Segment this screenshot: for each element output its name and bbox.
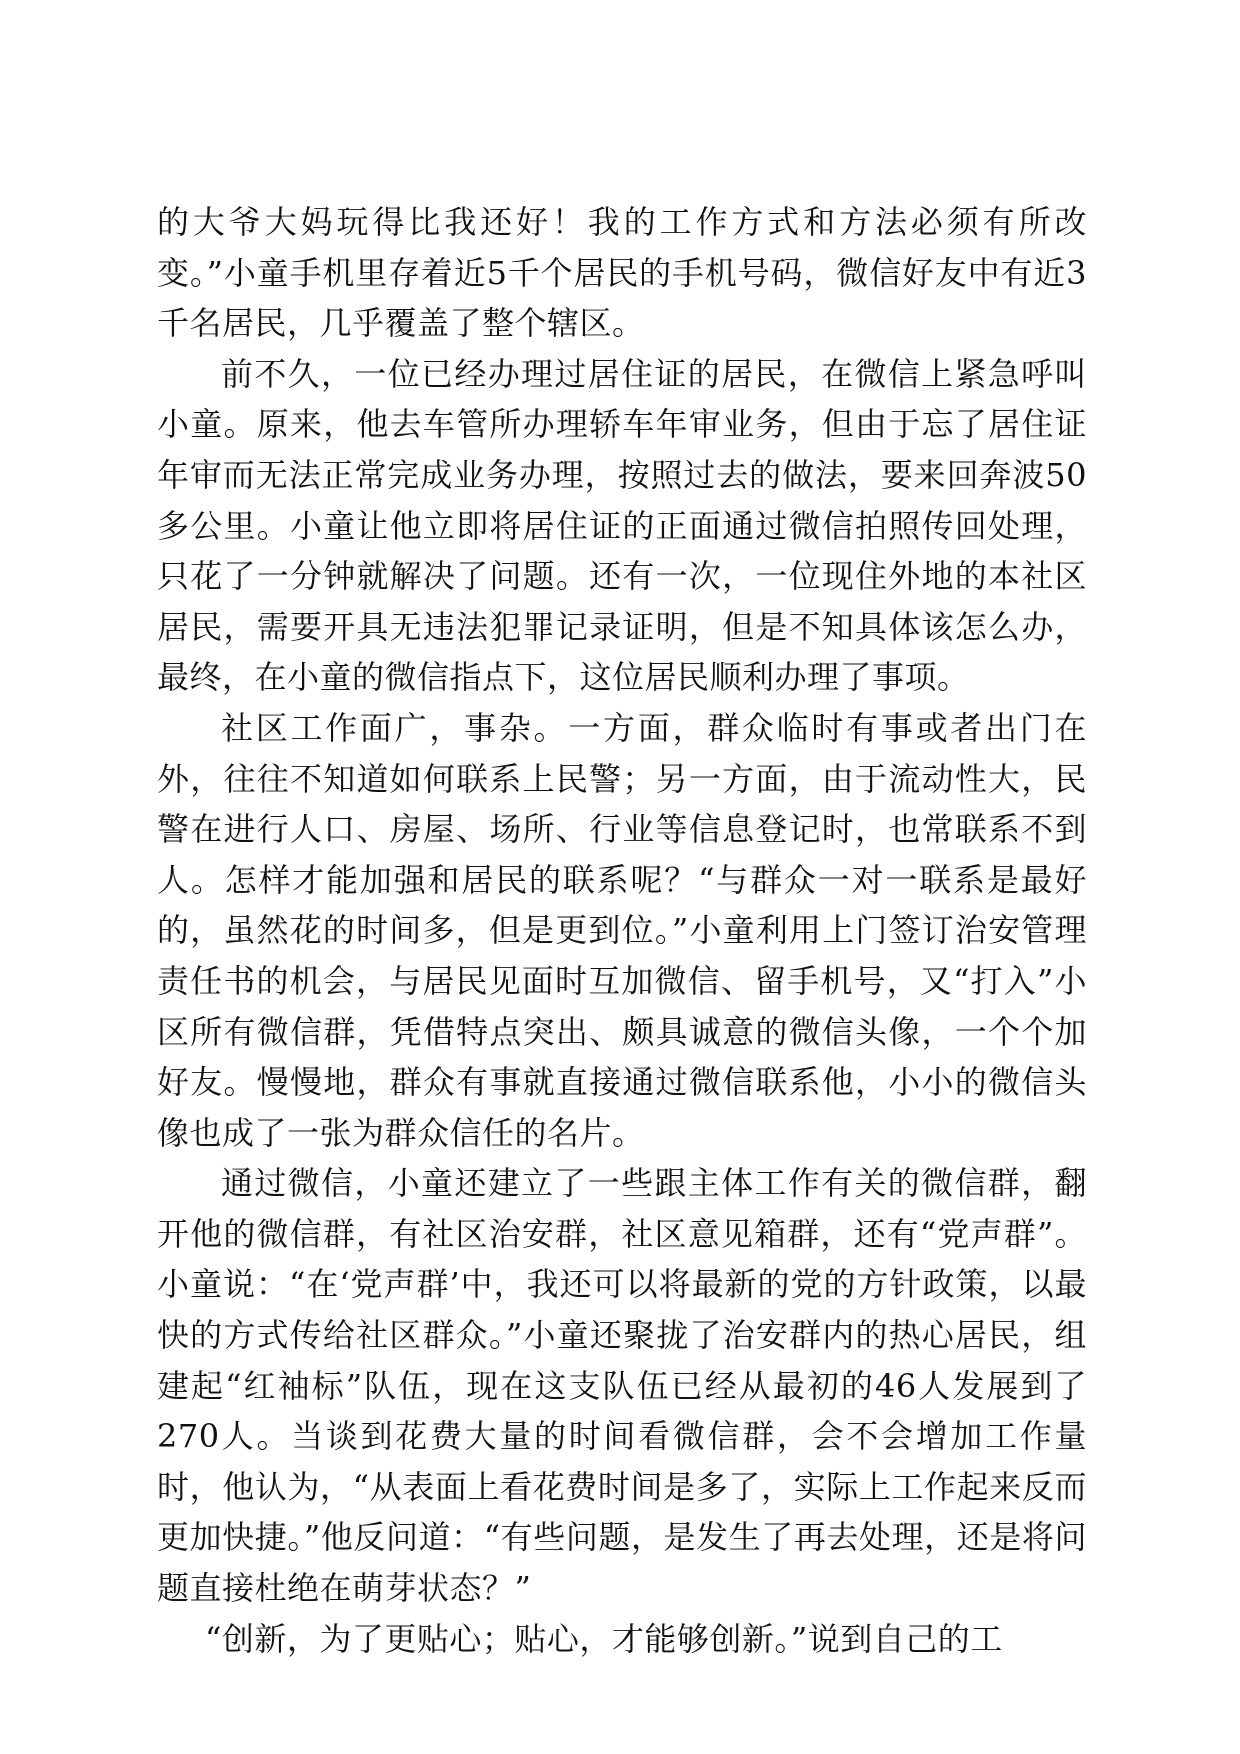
paragraph-innovation: “创新，为了更贴心；贴心，才能够创新。”说到自己的工 bbox=[205, 1619, 1003, 1658]
paragraph-community-work: 社区工作面广，事杂。一方面，群众临时有事或者出门在外，往往不知道如何联系上民警；另一方面，由于流动性大，民警在进行人口、房屋、场所、行业等信息登记时，也常联系不到人。怎样才能加强和居民的联系呢？“与群众一对一联系是最好的，虽然花的时间多，但是更到位。”小童利用上门签订治安管理责任书的机会，与居民见面时互加微信、留手机号，又“打入”小区所有微信群，凭借特点突出、颇具诚意的微信头像，一个个加好友。慢慢地，群众有事就直接通过微信联系他，小小的微信头像也成了一张为群众信任的名片。 bbox=[157, 708, 1087, 1152]
paragraph-continuation: 的大爷大妈玩得比我还好！我的工作方式和方法必须有所改变。”小童手机里存着近5千个居民的手机号码，微信好友中有近3千名居民，几乎覆盖了整个辖区。 bbox=[157, 203, 1087, 343]
document-body bbox=[157, 197, 1087, 1664]
paragraph-wechat-groups: 通过微信，小童还建立了一些跟主体工作有关的微信群，翻开他的微信群，有社区治安群，社区意见箱群，还有“党声群”。小童说：“在‘党声群’中，我还可以将最新的党的方针政策，以最快的方式传给社区群众。”小童还聚拢了治安群内的热心居民，组建起“红袖标”队伍，现在这支队伍已经从最初的46人发展到了270人。当谈到花费大量的时间看微信群，会不会增加工作量时，他认为，“从表面上看花费时间是多了，实际上工作起来反而更加快捷。”他反问道：“有些问题，是发生了再去处理，还是将问题直接杜绝在萌芽状态？” bbox=[157, 1164, 1087, 1608]
paragraph-residence-permit: 前不久，一位已经办理过居住证的居民，在微信上紧急呼叫小童。原来，他去车管所办理轿车年审业务，但由于忘了居住证年审而无法正常完成业务办理，按照过去的做法，要来回奔波50多公里。小童让他立即将居住证的正面通过微信拍照传回处理，只花了一分钟就解决了问题。还有一次，一位现住外地的本社区居民，需要开具无违法犯罪记录证明，但是不知具体该怎么办，最终，在小童的微信指点下，这位居民顺利办理了事项。 bbox=[157, 354, 1087, 697]
